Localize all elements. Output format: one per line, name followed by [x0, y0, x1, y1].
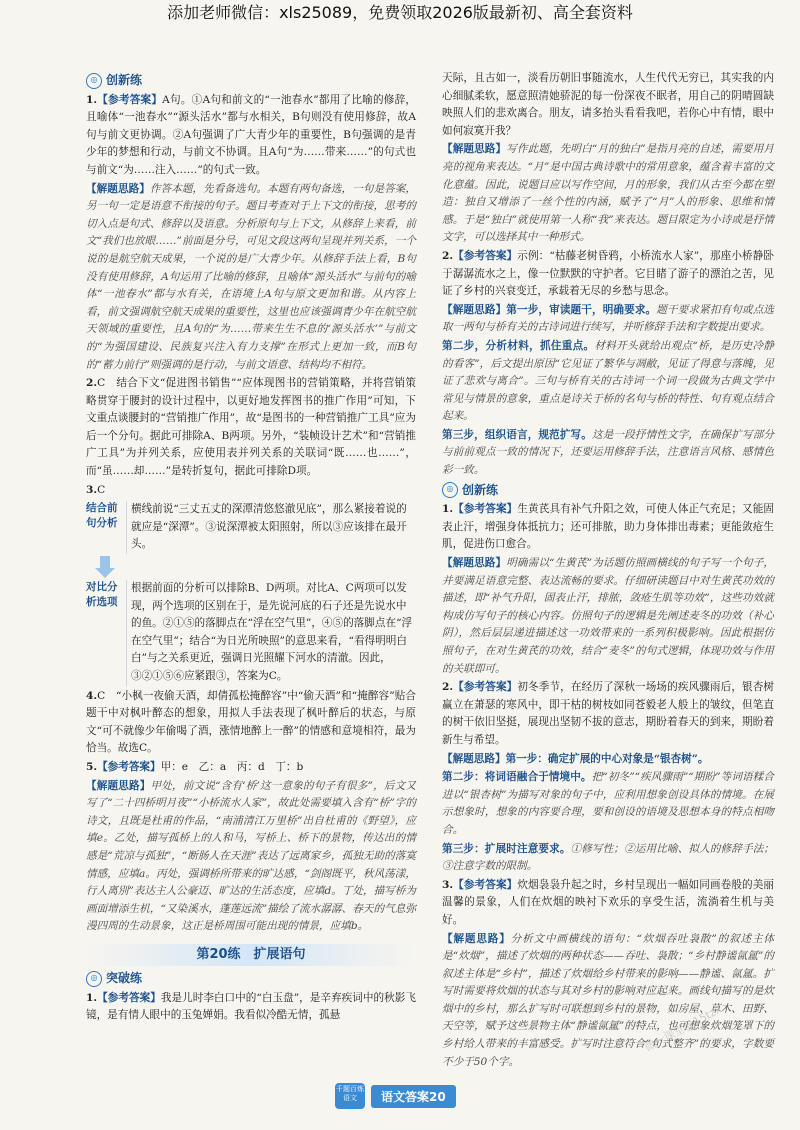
answer-1: 1.【参考答案】A句。①A句和前文的“一池春水”都用了比喻的修辞，且喻体“一池春水”“源头活水”都与水相关，B句则没有使用修辞，故A句与前文更协调。②A句强调了广大青少年的重要性，B句强调的是青少年的梦想和行动，与前文不协调。且A句“为……带来……”的句式也与前文“为……注入……”的句式一致。 — [86, 93, 416, 176]
explanation-r1: 【解题思路】写作此题，先明白“月的独白”是指月亮的自述，需要用月亮的视角来表达。“月”是中国古典诗歌中的常用意象，蕴含着丰富的文化意蕴。因此，说题目应以写作空间，月的形象，我们从古至今都在塑造：独自又增添了一丝个性的内涵，赋予了“月”人的形象、思维和情感。于是“独白”就使用第一人称“我”来表达。题目限定为小诗或是抒情文字，可以选择其中一种形式。 — [442, 143, 774, 244]
explanation-c2-step3: 第三步：扩展时注意要求。①修写性；②运用比喻、拟人的修辞手法；③注意字数的限制。 — [442, 842, 774, 873]
answer-c2: 2.【参考答案】初冬季节，在经历了深秋一场场的疾风骤雨后，银杏树赢立在萧瑟的寒风中，即干枯的树枝如同苍毅老人般上的皱纹，但笔直的树干依旧坚挺，展现出坚韧不拔的意志，期盼着春天的到来，期盼着新生与希望。 — [442, 681, 775, 746]
watermark: 微一课堂@15tzx — [642, 1002, 724, 1055]
analysis-step-1: 结合前句分析 横线前说“三丈五丈的深潭清悠悠澈见底”，那么紧接着说的就应是“深潭”。③说深潭被太阳照射，所以③应该排在最开头。 — [86, 501, 416, 554]
answer-r2: 2.【参考答案】示例：“枯藤老树昏鸦，小桥流水人家”，那座小桥静卧于潺潺流水之上，像一位默默的守护者。它目睹了游子的漂泊之苦，见证了乡村的兴衰变迁，承载着无尽的乡愁与思念。 — [442, 249, 774, 298]
section-header-breakthrough: ◎ 突破练 — [86, 970, 416, 988]
answer-c1: 1.【参考答案】生黄芪具有补气升阳之效，可使人体正气充足；又能固表止汗，增强身体抵抗力；还可排脓，助力身体排出毒素；更能敛疮生肌，促进伤口愈合。 — [442, 503, 775, 551]
breakthrough-answer-1: 1.【参考答案】我是儿时李白口中的“白玉盘”，是辛弃疾词中的秋影飞镜，是有情人眼中的玉兔婵娟。我看似冷酷无情，孤悬 — [86, 991, 416, 1022]
right-column — [442, 70, 774, 1072]
innovation-icon: ◎ — [442, 482, 458, 498]
answer-1-continued: 天际，且古如一，淡看历朝旧事随流水，人生代代无穷已，其实我的内心细腻柔软，愿意照清她骄泥的每一份深夜不眠者，用自己的阴晴圆缺映照人们的悲欢离合。朋友，请多抬头看看我吧，若你心中有情，眼中如何寂寞开我？ — [442, 72, 774, 137]
page-footer — [335, 1083, 456, 1109]
answer-5: 5.【参考答案】甲：e 乙：a 丙：d 丁：b — [86, 760, 304, 773]
analysis-step-2: 对比分析选项 根据前面的分析可以排除B、D两项。对比A、C两项可以发现，两个选项的区别在于，是先说河底的石子还是先说水中的鱼。②①⑤的落脚点在“浮在空气里”，④⑤的落脚点在“浮在空气里”；结合“为日光所映照”的意思来看，“看得明明白白”与之关系更近，强调日光照耀下河水的清澈。因此，③②①⑤⑥应紧跟③，答案为C。 — [86, 580, 416, 686]
top-banner: 添加老师微信：xls25089，免费领取2026版最新初、高全套资料 — [167, 3, 633, 22]
explanation-5: 【解题思路】甲处，前文说“含有‘桥’这一意象的句子有很多”，后文又写了“二十四桥明月夜”“小桥流水人家”，故此处需要填入含有“桥”字的诗文，且既是杜甫的作品，“南浦清江万里桥”出自杜甫的《野望》，应填e。乙处，描写孤桥上的人和马，写桥上、桥下的景物，传达出的情感是“荒凉与孤独”，“断肠人在天涯”表达了远离家乡，孤独无助的落寞情感，应填a。丙处，强调桥所带来的旷达感，“剑阁既平，秋风荡漾，行人离別”表达主人公豪迈、旷达的生活态度，应填d。丁处，描写桥为画面增添生机，“又染溪水，蓬莲远流”描绘了流水潺潺、春天的气息弥漫四周的生动景象，这正是桥周围可能出现的情景，应填b。 — [86, 779, 417, 933]
explanation-r2: 【解题思路】第一步，审读题干，明确要求。题干要求紧扣有句或点选取一两句与桥有关的古诗词进行续写，并听修辞手法和字数提出要求。 — [442, 303, 775, 334]
explanation-c2: 【解题思路】第一步：确定扩展的中心对象是“银杏树”。 — [442, 752, 709, 765]
answer-4: 4.C “小枫一夜偷天酒，却倩孤松掩醉容”中“偷天酒”和“掩醉容”贴合题干中对枫叶醉态的想象，用拟人手法表现了枫叶醉后的状态，与原文“可不就像少年偷喝了酒，涨情地醉上一醉”的情感和意境相符，最为恰当。故选C。 — [86, 689, 416, 755]
answer-3: 3.C — [86, 483, 106, 496]
innovation-icon: ◎ — [86, 73, 102, 89]
page-number-label: 语文答案20 — [371, 1085, 456, 1108]
explanation-r2-step2: 第二步，分析材料，抓住重点。材料开头就给出观点“桥，是历史冷静的看客”，后文提出原因“它见证了繁华与凋敝，见证了得意与落魄，见证了悲欢与离合”。三句与桥有关的古诗词一个词一段做为古典文学中常见与情景的意象，重点是诗关于桥的名句与桥的特性、句有观点结合起来。 — [442, 339, 774, 423]
explanation-r2-step3: 第三步，组织语言，规范扩写。这是一段抒情性文字，在确保扩写部分与前前观点一致的情况下，还要运用修辞手法，注意语言风格、感情色彩一致。 — [442, 428, 775, 477]
answer-2: 2.C 结合下文“促进图书销售”“应体现图书的营销策略，并将营销策略贯穿于腰封的设计过程中，以更好地发挥图书的推广作用”可知，下文重点谈腰封的“营销推广作用”，故“是图书的一种营销推广工具”应为后一个分句。据此可排除A、B两项。另外，“装帧设计艺术”和“营销推广工具”为并列关系，应使用表并列关系的关联词“既……也……”，而“虽……却……”是转折复句，据此可排除D项。 — [86, 377, 416, 478]
left-column — [86, 70, 416, 1026]
lesson-title: 第20练 扩展语句 — [86, 944, 416, 966]
down-arrow-icon — [86, 556, 126, 578]
breakthrough-icon: ◎ — [86, 971, 102, 987]
publisher-logo-icon: 千题百炼 语文 — [335, 1083, 365, 1109]
section-header-innovation-right: ◎ 创新练 — [442, 482, 774, 500]
section-header-innovation: ◎ 创新练 — [86, 72, 416, 90]
answer-c3: 3.【参考答案】炊烟袅袅升起之时，乡村呈现出一幅如同画卷般的美丽温馨的景象，人们在炊烟的映衬下欢乐的享受生活，流淌着生机与美好。 — [442, 878, 775, 926]
explanation-c1: 【解题思路】明确需以“生黄芪”为话题仿照画横线的句子写一个句子，并要满足语意完整、表达流畅的要求。仔细研读题目中对生黄芪功效的描述，即“补气升阳，固表止汗，排脓，敛疮生肌等功效”，这些功效就构成仿写句子的核心内容。仿照句子的逻辑是先阐述麦冬的功效（补心阴），然后层层递进描述这一功效带来的一系列积极影响。因此根据仿照句子，在对生黄芪的功效，结合“麦冬”的句式逻辑，体现功效与作用的关联即可。 — [442, 557, 774, 675]
explanation-c3: 【解题思路】分析文中画横线的语句：“炊烟吞吐袅散”的叙述主体是“炊烟”，描述了炊烟的两种状态——吞吐、袅散；“乡村静谧氤氲”的叙述主体是“乡村”，描述了炊烟给乡村带来的影响——静谧、氤氲。扩写时需要将炊烟的状态与其对乡村的影响对应起来。画线句描写的是炊烟中的乡村，那么扩写时可联想到乡村的景物，如房屋、草木、田野、天空等，赋予这些景物主体“静谧氤氲”的特点，也可想象炊烟笼罩下的乡村给人带来的丰富感受。扩写时注意符合“句式整齐”的要求，字数要不少于50个字。 — [442, 932, 774, 1068]
explanation-1: 【解题思路】作答本题，先看备选句。本题有两句备选，一句是答案，另一句一定是语意不衔接的句子。题目考查对于上下文的衔接，思考的切入点是句式、修辞以及语意。分析原句与上下文，从修辞上来看，前文“我们也放眼……”前面是分号，可见文段这两句呈现并列关系，一个说的是航空航天成果，一个说的是广大青少年。从修辞手法上看，B句没有使用修辞，A句运用了比喻的修辞，且喻体“源头活水”与前句的喻体“一池春水”都与水有关，在语境上A句与原文更加和谐。从内容上看，前文强调航空航天成果的重要性，这里也应该强调青少年在航空航天领域的重要性，且A句的“为……带来生生不息的‘源头活水’”与前文的“为强国建设、民族复兴注入有力支撑”在形式上更加一致，而B句的“蓄力前行”则强调的是行动，与前文语意、结构均不相符。 — [86, 182, 417, 371]
explanation-c2-step2: 第二步：将词语融合于情境中。把“初冬”“疾风骤雨”“期盼”等词语糅合进以“银杏树”为描写对象的句子中，应利用想象创设具体的情境。在展示想象时，想象的内容要合理，要和创设的语境及思想本身的特点相吻合。 — [442, 771, 775, 836]
